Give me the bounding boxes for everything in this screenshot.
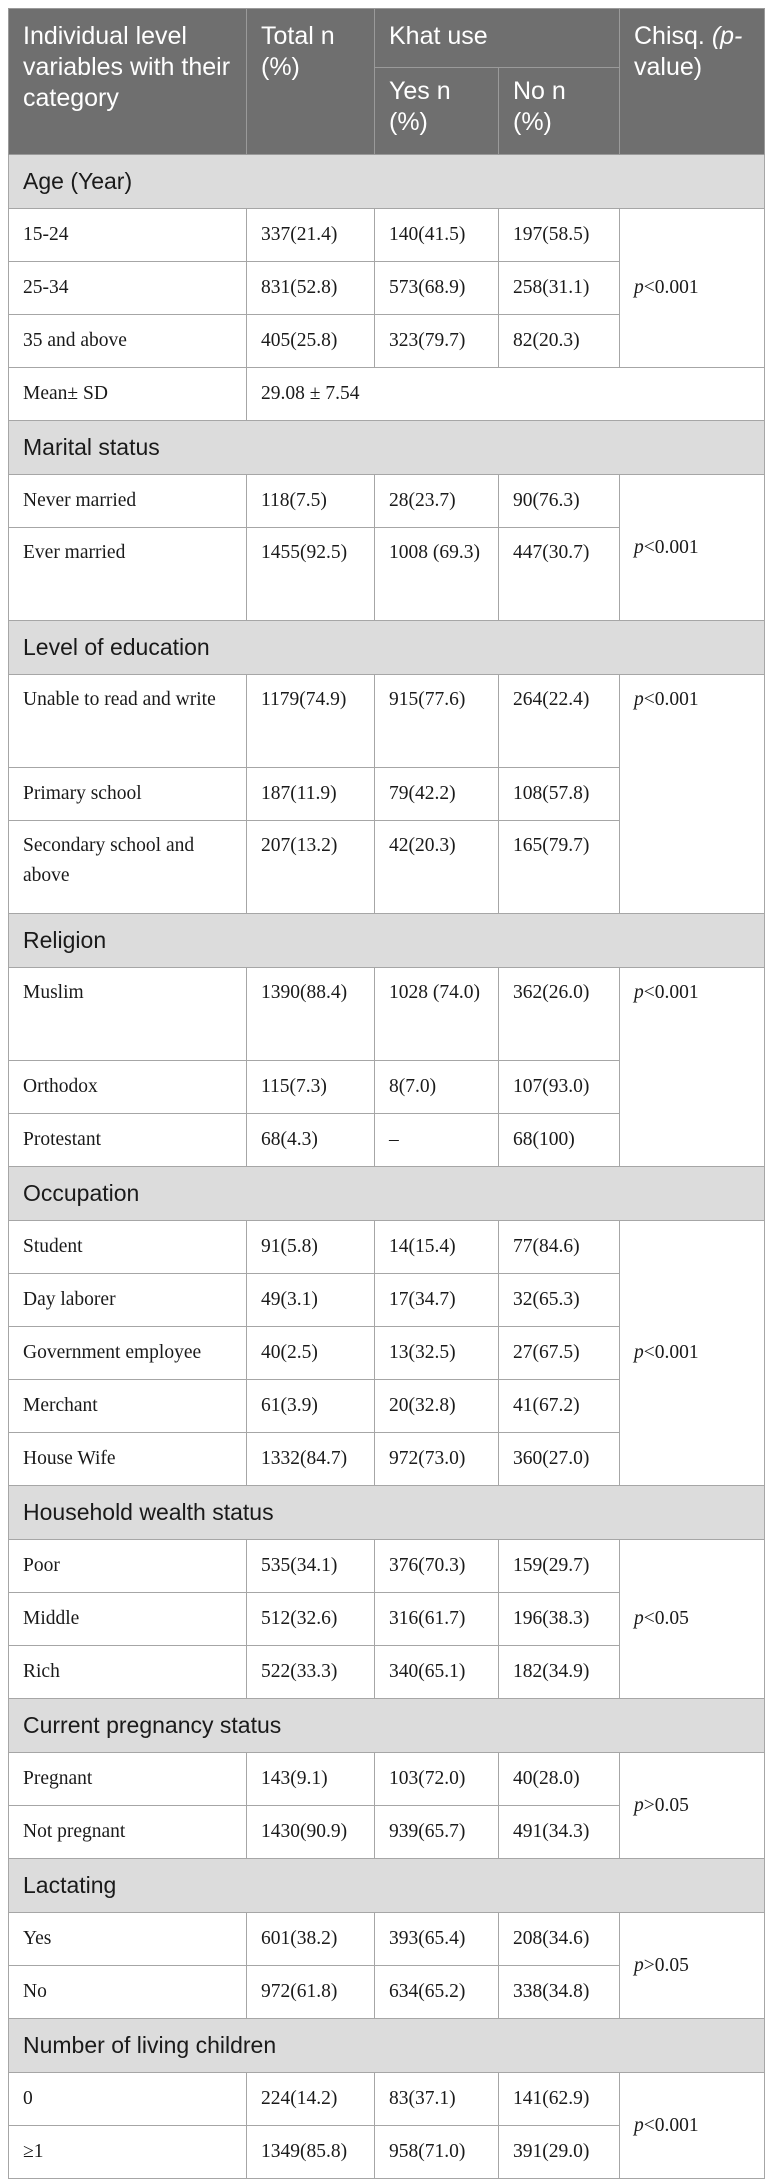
cell-total: 91(5.8) <box>247 1221 375 1274</box>
p-symbol: p <box>634 1608 644 1629</box>
p-symbol: p <box>634 1954 644 1976</box>
p-rest: <0.001 <box>643 536 699 558</box>
cell-yes: 939(65.7) <box>375 1806 499 1859</box>
cell-no: 41(67.2) <box>499 1380 620 1433</box>
cell-no: 362(26.0) <box>499 968 620 1061</box>
cell-no: 108(57.8) <box>499 768 620 821</box>
cell-no: 82(20.3) <box>499 315 620 368</box>
cell-no: 208(34.6) <box>499 1913 620 1966</box>
mean-value: 29.08 ± 7.54 <box>247 368 765 421</box>
cell-total: 1430(90.9) <box>247 1806 375 1859</box>
cell-yes: 13(32.5) <box>375 1327 499 1380</box>
p-symbol: p <box>634 2114 644 2136</box>
cell-no: 159(29.7) <box>499 1540 620 1593</box>
cell-no: 165(79.7) <box>499 821 620 914</box>
cell-no: 40(28.0) <box>499 1753 620 1806</box>
row-label: Poor <box>9 1540 247 1593</box>
cell-no: 197(58.5) <box>499 209 620 262</box>
cell-no: 32(65.3) <box>499 1274 620 1327</box>
cell-total: 1332(84.7) <box>247 1433 375 1486</box>
header-chisq-rest: value) <box>634 53 703 81</box>
cell-yes: 972(73.0) <box>375 1433 499 1486</box>
row-label: Never married <box>9 475 247 528</box>
cell-total: 61(3.9) <box>247 1380 375 1433</box>
header-yes: Yes n (%) <box>375 68 499 155</box>
cell-total: 535(34.1) <box>247 1540 375 1593</box>
row-label: Primary school <box>9 768 247 821</box>
cell-no: 141(62.9) <box>499 2073 620 2126</box>
row-label: Rich <box>9 1646 247 1699</box>
cell-yes: 316(61.7) <box>375 1593 499 1646</box>
header-no: No n (%) <box>499 68 620 155</box>
cell-no: 391(29.0) <box>499 2126 620 2179</box>
p-value <box>620 1221 765 1486</box>
header-total: Total n (%) <box>247 9 375 155</box>
p-rest: <0.001 <box>643 689 699 710</box>
p-rest: <0.001 <box>643 982 699 1003</box>
cell-total: 68(4.3) <box>247 1114 375 1167</box>
p-symbol: p <box>634 982 644 1003</box>
section-title: Marital status <box>9 421 765 475</box>
header-chisq-main: Chisq. <box>634 22 712 50</box>
section-title: Level of education <box>9 621 765 675</box>
cell-total: 972(61.8) <box>247 1966 375 2019</box>
row-label: 0 <box>9 2073 247 2126</box>
section-title: Age (Year) <box>9 155 765 209</box>
cell-no: 447(30.7) <box>499 528 620 621</box>
cell-no: 264(22.4) <box>499 675 620 768</box>
p-value <box>620 209 765 368</box>
cell-total: 115(7.3) <box>247 1061 375 1114</box>
p-value <box>620 1913 765 2019</box>
p-symbol: p <box>634 536 644 558</box>
cell-yes: – <box>375 1114 499 1167</box>
cell-yes: 17(34.7) <box>375 1274 499 1327</box>
table-body <box>9 155 765 2179</box>
cell-yes: 915(77.6) <box>375 675 499 768</box>
cell-yes: 20(32.8) <box>375 1380 499 1433</box>
cell-yes: 340(65.1) <box>375 1646 499 1699</box>
cell-yes: 1008 (69.3) <box>375 528 499 621</box>
cell-no: 107(93.0) <box>499 1061 620 1114</box>
row-label: Muslim <box>9 968 247 1061</box>
cell-yes: 393(65.4) <box>375 1913 499 1966</box>
row-label: Secondary school and above <box>9 821 247 914</box>
cell-no: 182(34.9) <box>499 1646 620 1699</box>
cell-total: 831(52.8) <box>247 262 375 315</box>
p-rest: <0.001 <box>643 2114 699 2136</box>
cell-total: 405(25.8) <box>247 315 375 368</box>
cell-no: 90(76.3) <box>499 475 620 528</box>
cell-yes: 42(20.3) <box>375 821 499 914</box>
section-title: Number of living children <box>9 2019 765 2073</box>
row-label: Government employee <box>9 1327 247 1380</box>
row-label: Middle <box>9 1593 247 1646</box>
p-symbol: p <box>634 689 644 710</box>
cell-total: 143(9.1) <box>247 1753 375 1806</box>
p-value <box>620 2073 765 2179</box>
cell-no: 77(84.6) <box>499 1221 620 1274</box>
p-value <box>620 675 765 914</box>
cell-yes: 1028 (74.0) <box>375 968 499 1061</box>
section-title: Lactating <box>9 1859 765 1913</box>
row-label: Student <box>9 1221 247 1274</box>
mean-label: Mean± SD <box>9 368 247 421</box>
cell-yes: 28(23.7) <box>375 475 499 528</box>
cell-yes: 573(68.9) <box>375 262 499 315</box>
cell-total: 512(32.6) <box>247 1593 375 1646</box>
cell-total: 187(11.9) <box>247 768 375 821</box>
section-title: Occupation <box>9 1167 765 1221</box>
p-rest: <0.001 <box>643 277 699 298</box>
p-symbol: p <box>634 1794 644 1816</box>
cell-yes: 634(65.2) <box>375 1966 499 2019</box>
row-label: Yes <box>9 1913 247 1966</box>
cell-total: 118(7.5) <box>247 475 375 528</box>
cell-total: 40(2.5) <box>247 1327 375 1380</box>
header-variable: Individual level variables with their category <box>9 9 247 155</box>
row-label: Protestant <box>9 1114 247 1167</box>
cell-yes: 83(37.1) <box>375 2073 499 2126</box>
row-label: House Wife <box>9 1433 247 1486</box>
cell-yes: 79(42.2) <box>375 768 499 821</box>
row-label: ≥1 <box>9 2126 247 2179</box>
cell-total: 49(3.1) <box>247 1274 375 1327</box>
p-value <box>620 1753 765 1859</box>
cell-yes: 958(71.0) <box>375 2126 499 2179</box>
cell-no: 27(67.5) <box>499 1327 620 1380</box>
row-label: Unable to read and write <box>9 675 247 768</box>
header-khat-use: Khat use <box>375 9 620 68</box>
section-title: Household wealth status <box>9 1486 765 1540</box>
cell-total: 224(14.2) <box>247 2073 375 2126</box>
cell-yes: 376(70.3) <box>375 1540 499 1593</box>
row-label: Merchant <box>9 1380 247 1433</box>
cell-total: 1390(88.4) <box>247 968 375 1061</box>
p-value <box>620 1540 765 1699</box>
row-label: 15-24 <box>9 209 247 262</box>
p-rest: <0.05 <box>643 1608 689 1629</box>
cell-yes: 103(72.0) <box>375 1753 499 1806</box>
p-symbol: p <box>634 277 644 298</box>
p-rest: >0.05 <box>643 1954 689 1976</box>
cell-yes: 14(15.4) <box>375 1221 499 1274</box>
row-label: 35 and above <box>9 315 247 368</box>
cell-total: 1349(85.8) <box>247 2126 375 2179</box>
cell-total: 207(13.2) <box>247 821 375 914</box>
row-label: Pregnant <box>9 1753 247 1806</box>
p-value <box>620 475 765 621</box>
row-label: 25-34 <box>9 262 247 315</box>
khat-use-table <box>8 8 765 2179</box>
cell-no: 196(38.3) <box>499 1593 620 1646</box>
cell-total: 522(33.3) <box>247 1646 375 1699</box>
cell-no: 68(100) <box>499 1114 620 1167</box>
cell-no: 360(27.0) <box>499 1433 620 1486</box>
row-label: Orthodox <box>9 1061 247 1114</box>
cell-yes: 140(41.5) <box>375 209 499 262</box>
cell-total: 1179(74.9) <box>247 675 375 768</box>
cell-total: 337(21.4) <box>247 209 375 262</box>
row-label: Day laborer <box>9 1274 247 1327</box>
cell-yes: 323(79.7) <box>375 315 499 368</box>
table-header <box>9 9 765 155</box>
header-chisq-p: (p- <box>711 22 743 50</box>
p-value <box>620 968 765 1167</box>
row-label: No <box>9 1966 247 2019</box>
cell-no: 258(31.1) <box>499 262 620 315</box>
row-label: Ever married <box>9 528 247 621</box>
row-label: Not pregnant <box>9 1806 247 1859</box>
section-title: Religion <box>9 914 765 968</box>
p-symbol: p <box>634 1342 644 1363</box>
header-chisq <box>620 9 765 155</box>
cell-yes: 8(7.0) <box>375 1061 499 1114</box>
section-title: Current pregnancy status <box>9 1699 765 1753</box>
cell-no: 338(34.8) <box>499 1966 620 2019</box>
p-rest: <0.001 <box>643 1342 699 1363</box>
cell-no: 491(34.3) <box>499 1806 620 1859</box>
cell-total: 1455(92.5) <box>247 528 375 621</box>
cell-total: 601(38.2) <box>247 1913 375 1966</box>
p-rest: >0.05 <box>643 1794 689 1816</box>
